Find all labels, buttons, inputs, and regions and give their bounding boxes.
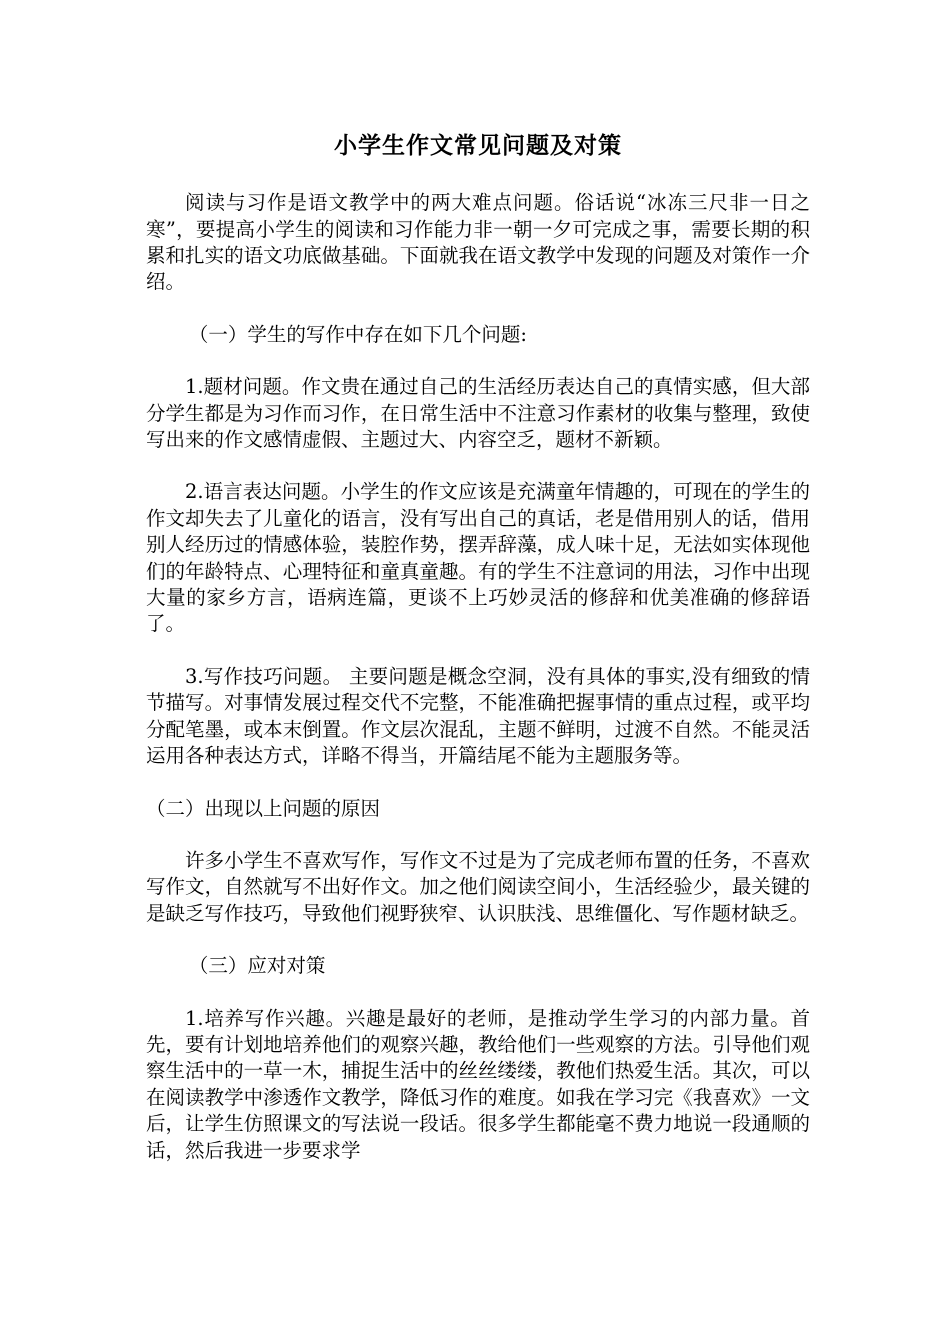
intro-paragraph: 阅读与习作是语文教学中的两大难点问题。俗话说“冰冻三尺非一日之寒”，要提高小学生的阅读和习作能力非一朝一夕可完成之事，需要长期的积累和扎实的语文功底做基础。下面就我在语文教学中发现的问题及对策作一介绍。 bbox=[146, 191, 810, 294]
causes-paragraph: 许多小学生不喜欢写作，写作文不过是为了完成老师布置的任务，不喜欢写作文，自然就写不出好作文。加之他们阅读空间小，生活经验少，最关键的是缺乏写作技巧，导致他们视野狭窄、认识肤浅、思维僵化、写作题材缺乏。 bbox=[146, 848, 810, 925]
section-heading-causes: （二）出现以上问题的原因 bbox=[146, 796, 381, 820]
section-heading-strategies: （三）应对对策 bbox=[188, 954, 326, 978]
document-title: 小学生作文常见问题及对策 bbox=[334, 132, 622, 159]
problem-technique-paragraph: 3.写作技巧问题。 主要问题是概念空洞，没有具体的事实,没有细致的情节描写。对事情发展过程交代不完整，不能准确把握事情的重点过程，或平均分配笔墨，或本末倒置。作文层次混乱，主题不鲜明，过渡不自然。不能灵活运用各种表达方式，详略不得当，开篇结尾不能为主题服务等。 bbox=[146, 664, 810, 768]
problem-language-paragraph: 2.语言表达问题。小学生的作文应该是充满童年情趣的，可现在的学生的作文却失去了儿童化的语言，没有写出自己的真话，老是借用别人的话，借用别人经历过的情感体验，装腔作势，摆弄辞藻，成人味十足，无法如实体现他们的年龄特点、心理特征和童真童趣。有的学生不注意词的用法，习作中出现大量的家乡方言，语病连篇，更谈不上巧妙灵活的修辞和优美准确的修辞语了。 bbox=[146, 480, 810, 636]
strategy-interest-paragraph: 1.培养写作兴趣。兴趣是最好的老师，是推动学生学习的内部力量。首先，要有计划地培养他们的观察兴趣，教给他们一些观察的方法。引导他们观察生活中的一草一木，捕捉生活中的丝丝缕缕，教他们热爱生活。其次，可以在阅读教学中渗透作文教学，降低习作的难度。如我在学习完《我喜欢》一文后，让学生仿照课文的写法说一段话。很多学生都能毫不费力地说一段通顺的话，然后我进一步要求学 bbox=[146, 1006, 810, 1162]
section-heading-problems: （一）学生的写作中存在如下几个问题: bbox=[188, 322, 527, 346]
problem-topic-paragraph: 1.题材问题。作文贵在通过自己的生活经历表达自己的真情实感，但大部分学生都是为习作而习作，在日常生活中不注意习作素材的收集与整理，致使写出来的作文感情虚假、主题过大、内容空乏，题材不新颖。 bbox=[146, 375, 810, 452]
document-page bbox=[146, 130, 810, 1164]
